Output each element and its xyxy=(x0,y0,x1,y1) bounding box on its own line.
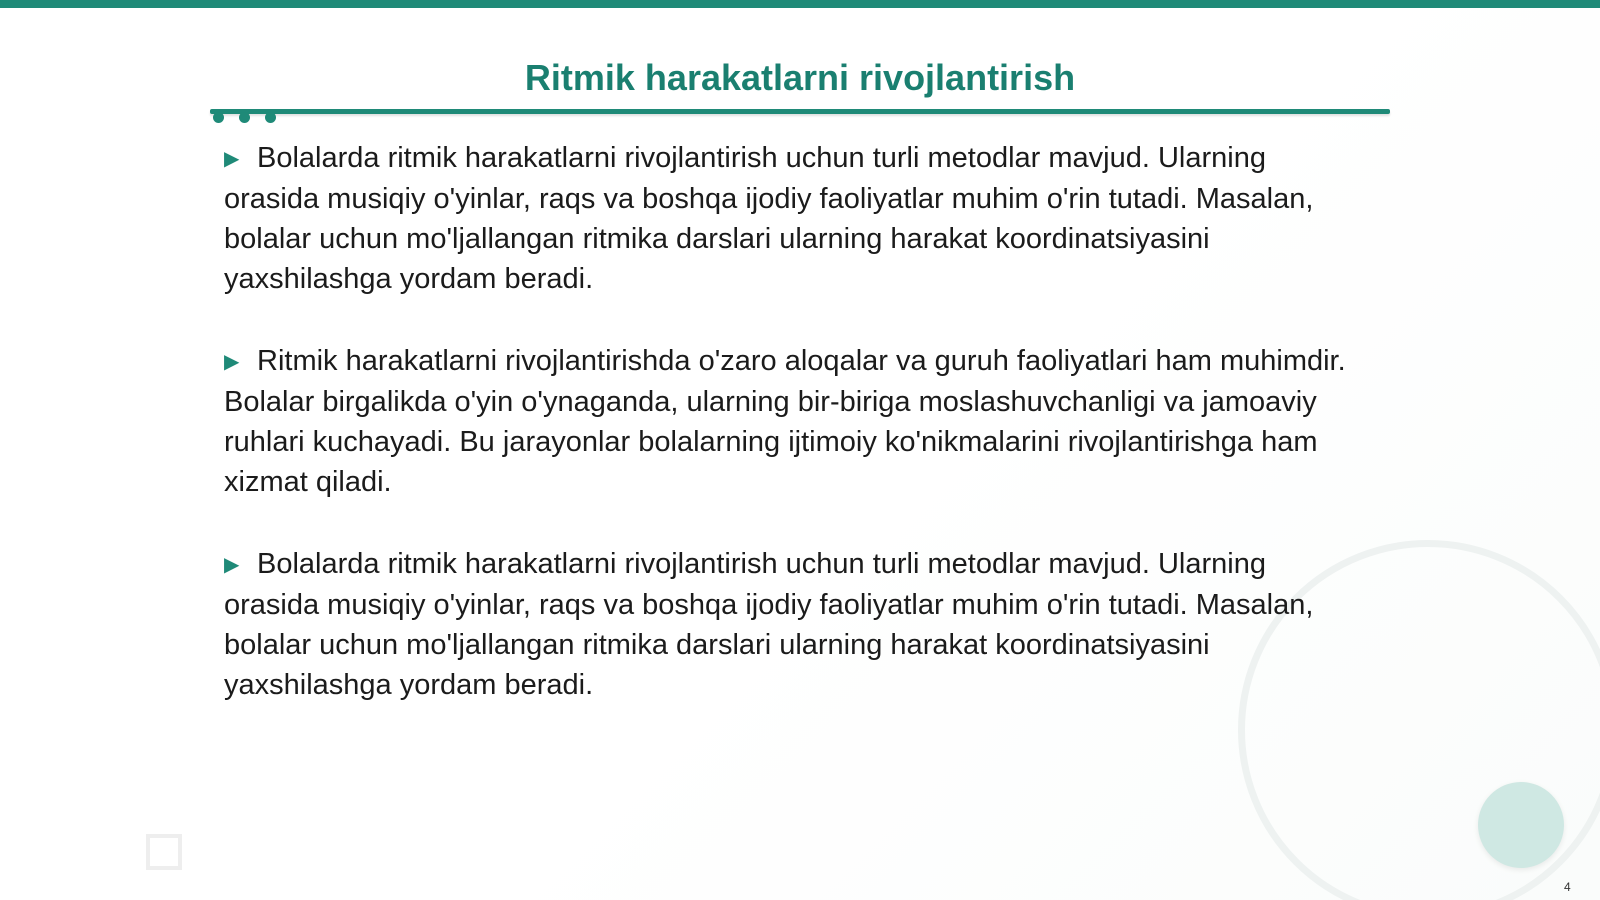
decorative-circle xyxy=(1478,782,1564,868)
bullet-paragraph xyxy=(224,544,1354,705)
paragraph-text: Bolalarda ritmik harakatlarni rivojlantirish uchun turli metodlar mavjud. Ularning orasida musiqiy o'yinlar, raqs va boshqa ijodiy faoliyatlar muhim o'rin tutadi. Masalan, bolalar uchun mo'ljallangan ritmika darslari ularning harakat koordinatsiyasini yaxshilashga yordam beradi. xyxy=(224,548,1314,701)
title-underline xyxy=(210,109,1390,114)
decorative-dot xyxy=(265,112,276,123)
slide-body xyxy=(224,138,1354,747)
paragraph-text: Bolalarda ritmik harakatlarni rivojlantirish uchun turli metodlar mavjud. Ularning orasida musiqiy o'yinlar, raqs va boshqa ijodiy faoliyatlar muhim o'rin tutadi. Masalan, bolalar uchun mo'ljallangan ritmika darslari ularning harakat koordinatsiyasini yaxshilashga yordam beradi. xyxy=(224,142,1314,295)
top-accent-bar xyxy=(0,0,1600,8)
paragraph-text: Ritmik harakatlarni rivojlantirishda o'zaro aloqalar va guruh faoliyatlari ham muhimdir. Bolalar birgalikda o'yin o'ynaganda, ularning bir-biriga moslashuvchanligi va jamoaviy ruhlari kuchayadi. Bu jarayonlar bolalarning ijtimoiy ko'nikmalarini rivojlantirishga ham xizmat qiladi. xyxy=(224,345,1346,498)
slide-title: Ritmik harakatlarni rivojlantirish xyxy=(524,57,1076,98)
page-number: 4 xyxy=(1564,880,1571,894)
bullet-paragraph xyxy=(224,341,1354,502)
bullet-arrow-icon: ▶ xyxy=(224,148,240,170)
decorative-dot xyxy=(213,112,224,123)
bullet-arrow-icon: ▶ xyxy=(224,351,240,373)
bullet-arrow-icon: ▶ xyxy=(224,554,240,576)
bullet-paragraph xyxy=(224,138,1354,299)
decorative-dot xyxy=(239,112,250,123)
decorative-square xyxy=(146,834,182,870)
